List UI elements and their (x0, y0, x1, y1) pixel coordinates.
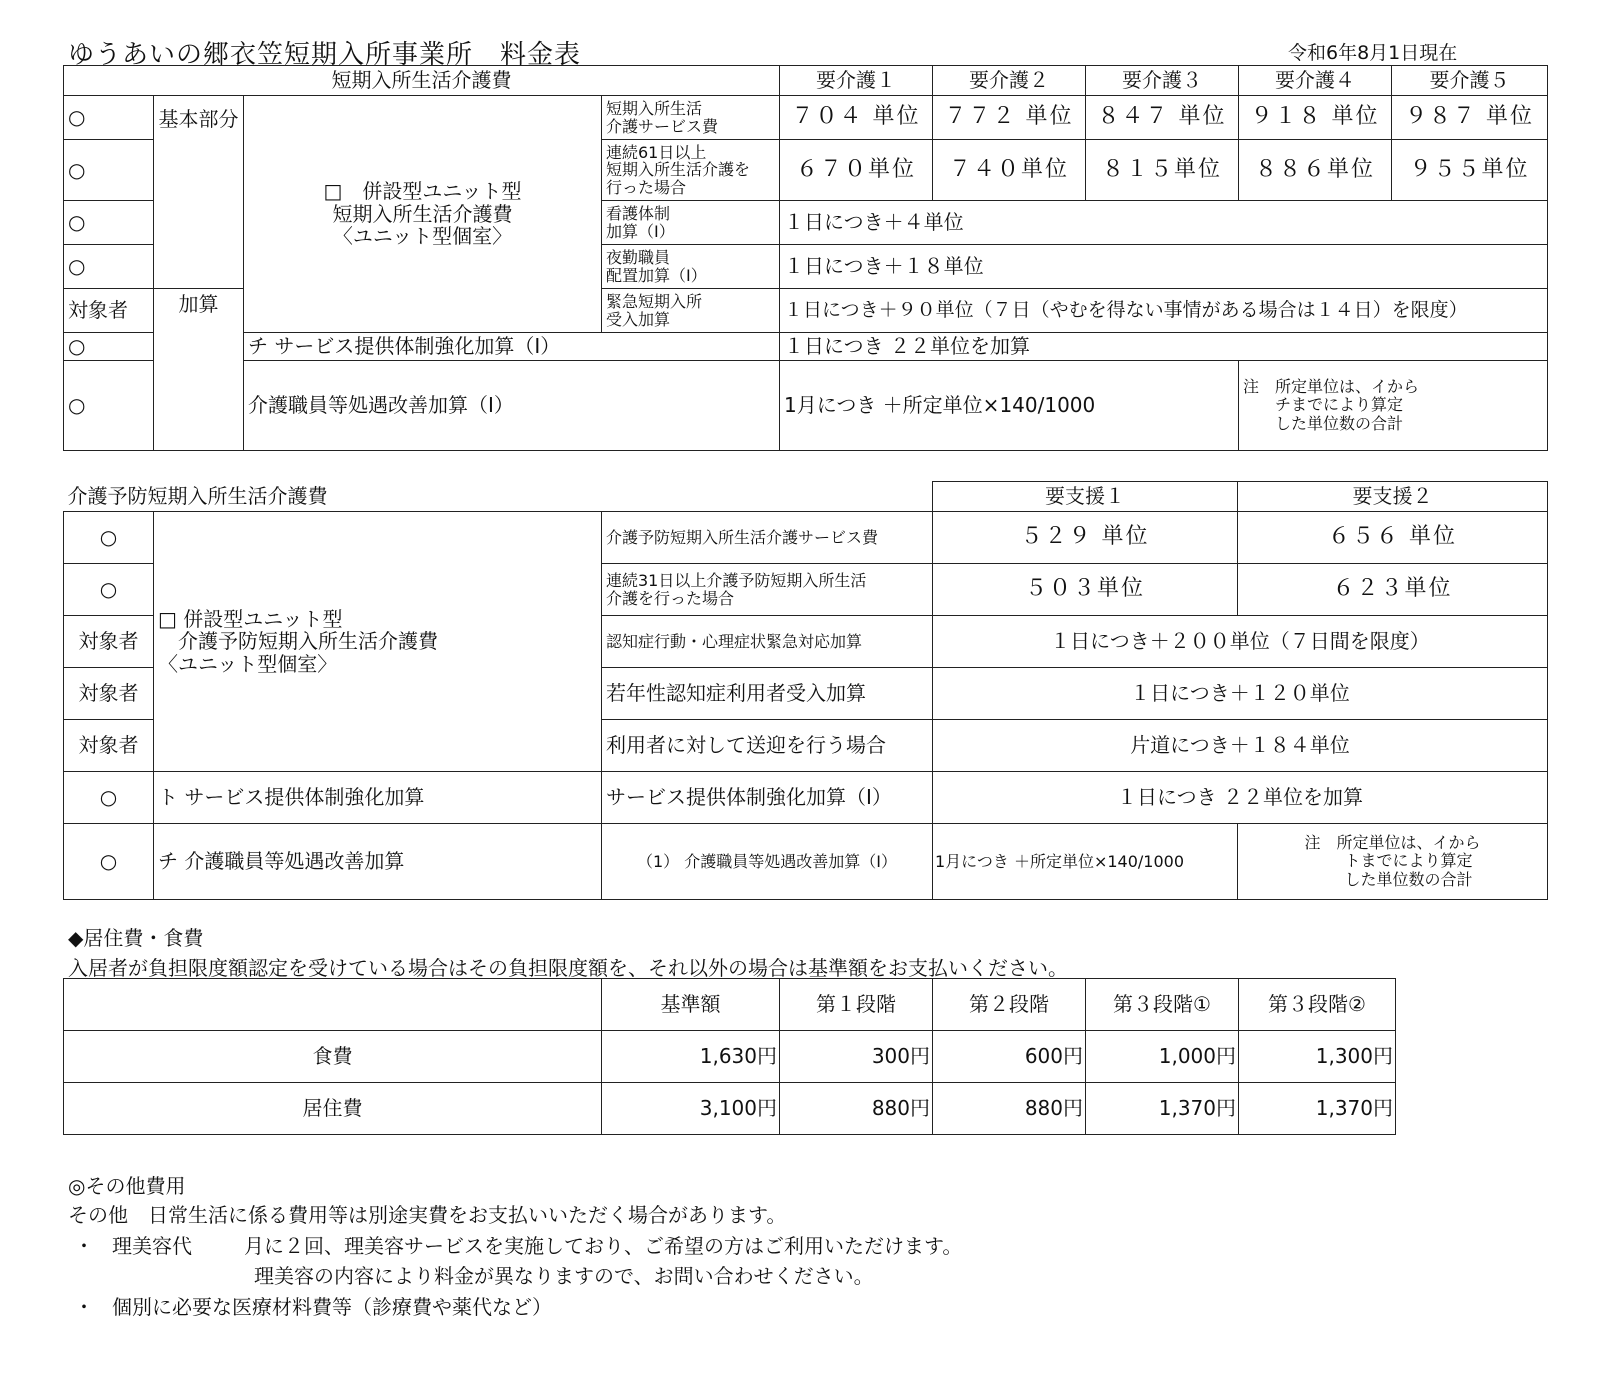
column-header: 基準額 (602, 979, 780, 1031)
fee-value: 1,370円 (1239, 1083, 1396, 1135)
fee-item-label: 連続31日以上介護予防短期入所生活 介護を行った場合 (602, 564, 933, 616)
support-level-header: 要支援２ (1238, 482, 1548, 512)
column-header: 第２段階 (933, 979, 1086, 1031)
short-stay-care-fee-table (63, 65, 1548, 451)
level-header: 要介護５ (1392, 66, 1548, 96)
level-header: 要介護３ (1086, 66, 1239, 96)
mark-cell: ○ (64, 772, 154, 824)
mark-cell: ○ (64, 333, 154, 361)
addition-text: １日につき＋４単位 (780, 201, 1548, 245)
mark-cell: 対象者 (64, 616, 154, 668)
fee-item-label: 介護予防短期入所生活介護サービス費 (602, 512, 933, 564)
fee-value: 1,370円 (1086, 1083, 1239, 1135)
fee-item-label: 認知症行動・心理症状緊急対応加算 (602, 616, 933, 668)
staff-improvement-note: 注 所定単位は、イから チまでにより算定 した単位数の合計 (1239, 361, 1548, 451)
staff-improvement-text: 1月につき ＋所定単位×140/1000 (933, 824, 1238, 900)
column-header: 第３段階② (1239, 979, 1396, 1031)
mark-cell: 対象者 (64, 720, 154, 772)
staff-improvement-label: 介護職員等処遇改善加算（Ⅰ） (244, 361, 780, 451)
staff-improvement-label: チ 介護職員等処遇改善加算 (154, 824, 602, 900)
level-header: 要介護２ (933, 66, 1086, 96)
empty-header-cell (64, 979, 602, 1031)
table1-header-label: 短期入所生活介護費 (64, 66, 780, 96)
mark-cell: ○ (64, 512, 154, 564)
mark-cell: ○ (64, 564, 154, 616)
unit-value: ５０３単位 (933, 564, 1238, 616)
preventive-care-fee-table (63, 481, 1548, 900)
addition-text: １日につき＋２００単位（７日間を限度） (933, 616, 1548, 668)
unit-value: ７７２ 単位 (933, 96, 1086, 140)
unit-value: ９１８ 単位 (1239, 96, 1392, 140)
fee-item-label: 夜勤職員 配置加算（Ⅰ） (602, 245, 780, 289)
fee-item-label: 短期入所生活 介護サービス費 (602, 96, 780, 140)
unit-value: ６７０単位 (780, 140, 933, 201)
fee-value: 600円 (933, 1031, 1086, 1083)
beauty-fee-label: 理美容代 (112, 1234, 192, 1258)
bullet: ・ (74, 1295, 94, 1319)
addition-text: 片道につき＋１８４単位 (933, 720, 1548, 772)
staff-improvement-text: 1月につき ＋所定単位×140/1000 (780, 361, 1239, 451)
addition-text: １日につき＋１２０単位 (933, 668, 1548, 720)
medical-materials-item: 個別に必要な医療材料費等（診療費や薬代など） (112, 1295, 552, 1319)
addition-label: 加算 (154, 289, 244, 451)
unit-value: ５２９ 単位 (933, 512, 1238, 564)
mark-cell: ○ (64, 201, 154, 245)
service-enhancement-text: １日につき ２２単位を加算 (780, 333, 1548, 361)
unit-value: ７０４ 単位 (780, 96, 933, 140)
mark-cell: ○ (64, 824, 154, 900)
fee-value: 880円 (780, 1083, 933, 1135)
staff-improvement-note: 注 所定単位は、イから トまでにより算定 した単位数の合計 (1238, 824, 1548, 900)
unit-value: ９８７ 単位 (1392, 96, 1548, 140)
table2-header-label: 介護予防短期入所生活介護費 (67, 484, 328, 509)
unit-value: ８１５単位 (1086, 140, 1239, 201)
mark-cell: ○ (64, 140, 154, 201)
service-enhancement-label: チ サービス提供体制強化加算（Ⅰ） (244, 333, 780, 361)
beauty-fee-text: 月に２回、理美容サービスを実施しており、ご希望の方はご利用いただけます。 (244, 1234, 963, 1258)
unit-value: ７４０単位 (933, 140, 1086, 201)
residence-meal-section-title: ◆居住費・食費 (68, 926, 204, 950)
mark-cell: ○ (64, 96, 154, 140)
fee-item-label: 緊急短期入所 受入加算 (602, 289, 780, 333)
support-level-header: 要支援１ (933, 482, 1238, 512)
service-type-label: □ 併設型ユニット型 短期入所生活介護費 〈ユニット型個室〉 (244, 96, 602, 333)
column-header: 第３段階① (1086, 979, 1239, 1031)
service-type-label: □ 併設型ユニット型 介護予防短期入所生活介護費 〈ユニット型個室〉 (154, 512, 602, 772)
unit-value: ８８６単位 (1239, 140, 1392, 201)
column-header: 第１段階 (780, 979, 933, 1031)
effective-date: 令和6年8月1日現在 (1288, 42, 1458, 64)
unit-value: ６５６ 単位 (1238, 512, 1548, 564)
fee-value: 1,300円 (1239, 1031, 1396, 1083)
mark-cell: 対象者 (64, 668, 154, 720)
fee-value: 880円 (933, 1083, 1086, 1135)
fee-item-label: 看護体制 加算（Ⅰ） (602, 201, 780, 245)
fee-item-label: 若年性認知症利用者受入加算 (602, 668, 933, 720)
staff-improvement-item: （1） 介護職員等処遇改善加算（Ⅰ） (602, 824, 933, 900)
row-label-residence: 居住費 (64, 1083, 602, 1135)
page-title: ゆうあいの郷衣笠短期入所事業所 料金表 (68, 40, 582, 70)
basic-part-label: 基本部分 (154, 96, 244, 289)
bullet: ・ (74, 1234, 94, 1258)
fee-value: 1,630円 (602, 1031, 780, 1083)
service-enhancement-text: １日につき ２２単位を加算 (933, 772, 1548, 824)
unit-value: ９５５単位 (1392, 140, 1548, 201)
fee-value: 1,000円 (1086, 1031, 1239, 1083)
unit-value: ８４７ 単位 (1086, 96, 1239, 140)
mark-cell: ○ (64, 361, 154, 451)
addition-text: １日につき＋１８単位 (780, 245, 1548, 289)
service-enhancement-item: サービス提供体制強化加算（Ⅰ） (602, 772, 933, 824)
fee-item-label: 利用者に対して送迎を行う場合 (602, 720, 933, 772)
other-costs-title: ◎その他費用 (68, 1174, 186, 1198)
mark-cell: 対象者 (64, 289, 154, 333)
other-costs-line: その他 日常生活に係る費用等は別途実費をお支払いいただく場合があります。 (68, 1203, 787, 1227)
level-header: 要介護４ (1239, 66, 1392, 96)
unit-value: ６２３単位 (1238, 564, 1548, 616)
row-label-meal: 食費 (64, 1031, 602, 1083)
addition-text: １日につき＋９０単位（７日（やむを得ない事情がある場合は１４日）を限度） (780, 289, 1548, 333)
fee-value: 300円 (780, 1031, 933, 1083)
fee-item-label: 連続61日以上 短期入所生活介護を 行った場合 (602, 140, 780, 201)
mark-cell: ○ (64, 245, 154, 289)
residence-meal-fee-table (63, 978, 1396, 1135)
level-header: 要介護１ (780, 66, 933, 96)
service-enhancement-label: ト サービス提供体制強化加算 (154, 772, 602, 824)
fee-value: 3,100円 (602, 1083, 780, 1135)
residence-meal-description: 入居者が負担限度額認定を受けている場合はその負担限度額を、それ以外の場合は基準額をお支払いください。 (68, 956, 1068, 980)
beauty-fee-text-2: 理美容の内容により料金が異なりますので、お問い合わせください。 (254, 1264, 874, 1288)
